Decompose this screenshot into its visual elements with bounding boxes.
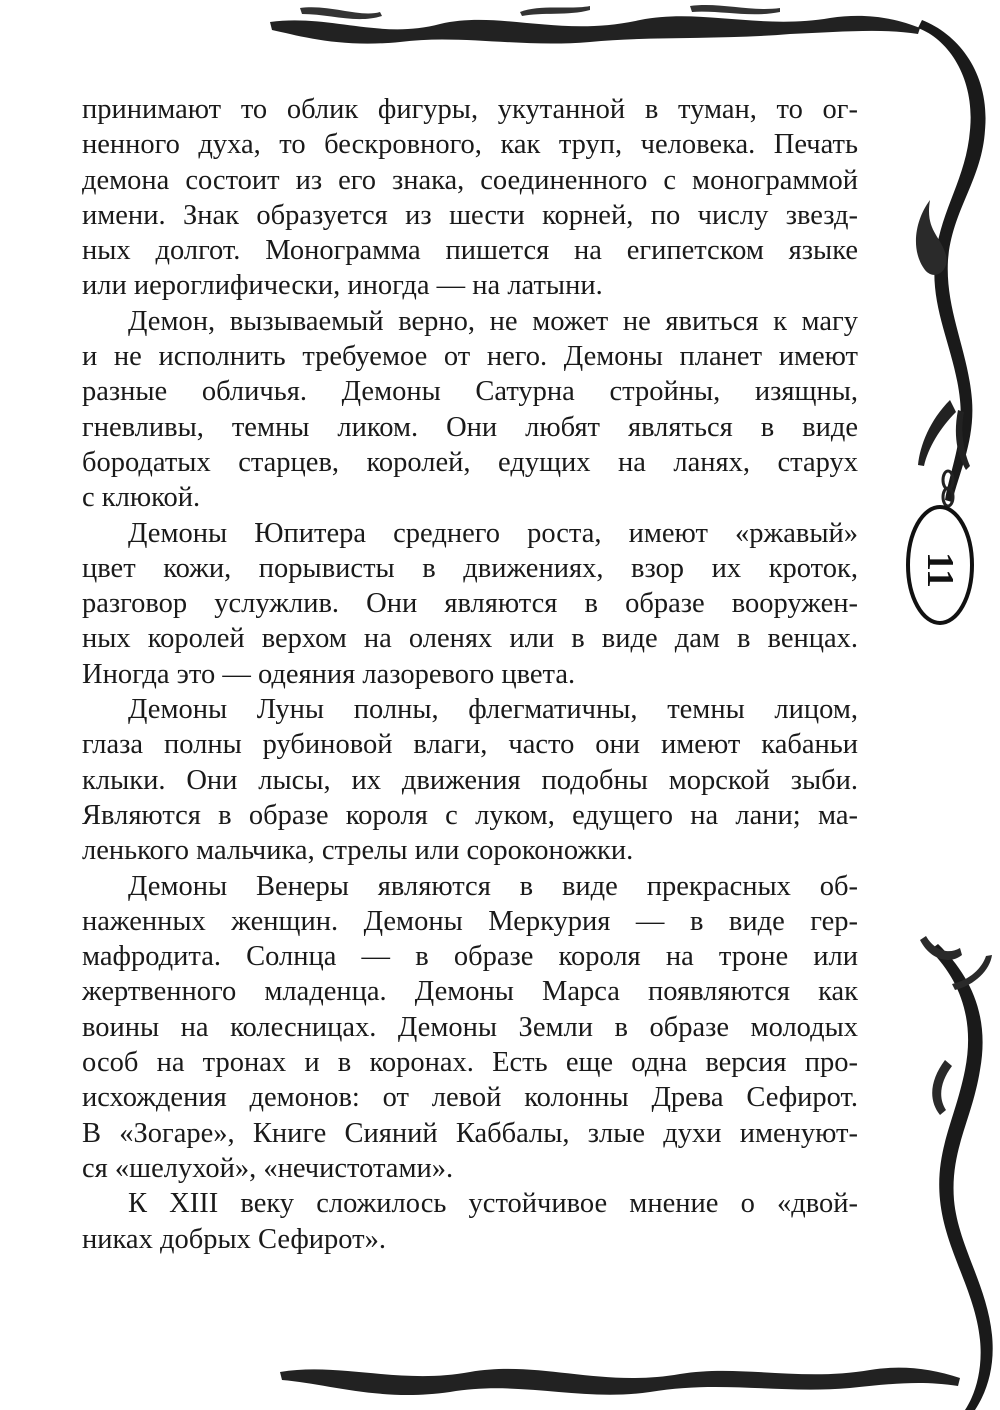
text-line: наженных женщин. Демоны Меркурия — в виде гер- [82,905,858,937]
text-line: разговор услужлив. Они являются в образе вооружен- [82,588,858,620]
bottom-brush-stroke [280,1368,960,1395]
paragraph [82,869,858,1187]
text-line: К XIII веку сложилось устойчивое мнение о «двой- [128,1188,858,1220]
text-line: бородатых старцев, королей, едущих на ланях, старух [82,446,858,478]
top-brush-detail [300,5,780,19]
text-line: и не исполнить требуемое от него. Демоны планет имеют [82,341,858,373]
paragraph [82,692,858,868]
text-line: никах добрых Сефирот». [82,1223,386,1255]
text-line: В «Зогаре», Книге Сияний Каббалы, злые духи именуют- [82,1117,858,1149]
paragraph [82,1186,858,1257]
text-line: демона состоит из его знака, соединенного с монограммой [82,164,858,196]
text-line: мафродита. Солнца — в образе короля на троне или [82,941,858,973]
text-line: Демоны Юпитера среднего роста, имеют «ржавый» [128,517,858,549]
top-brush-stroke [270,16,920,44]
text-line: гневливы, темны ликом. Они любят являться в виде [82,411,858,443]
text-line: особ на тронах и в коронах. Есть еще одна версия про- [82,1047,858,1079]
text-line: клыки. Они лысы, их движения подобны морской зыби. [82,764,858,796]
text-line: исхождения демонов: от левой колонны Древа Сефирот. [82,1082,858,1114]
text-line: глаза полны рубиновой влаги, часто они имеют кабаньи [82,729,858,761]
page-number [910,520,970,620]
text-line: ных королей верхом на оленях или в виде дам в венцах. [82,623,858,655]
text-line: принимают то облик фигуры, укутанной в туман, то ог- [82,94,858,125]
paragraph [82,304,858,516]
text-line: Являются в образе короля с луком, едущего на лани; ма- [82,799,858,831]
text-line: ленького мальчика, стрелы или сороконожки. [82,835,634,867]
paragraph [82,92,858,304]
text-line: Демон, вызываемый верно, не может не явиться к магу [128,305,858,337]
text-line: или иероглифически, иногда — на латыни. [82,270,603,302]
text-line: Демоны Луны полны, флегматичны, темны лицом, [128,694,858,726]
text-line: Иногда это — одеяния лазоревого цвета. [82,658,576,690]
text-line: разные обличья. Демоны Сатурна стройны, изящны, [82,376,858,408]
text-line: жертвенного младенца. Демоны Марса появляются как [82,976,858,1008]
text-line: ся «шелухой», «нечистотами». [82,1152,454,1184]
text-line: ненного духа, то бескровного, как труп, человека. Печать [82,129,858,161]
text-line: ных долгот. Монограмма пишется на египетском языке [82,235,858,267]
text-line: цвет кожи, порывисты в движениях, взор их кроток, [82,552,858,584]
text-line: с клюкой. [82,482,201,514]
text-line: воины на колесницах. Демоны Земли в образе молодых [82,1011,858,1043]
right-vine-lower [930,944,993,1410]
body-text [82,92,858,1257]
paragraph [82,516,858,692]
text-line: Демоны Венеры являются в виде прекрасных об- [128,870,858,902]
page-number-label: 11 [919,552,961,588]
text-line: имени. Знак образуется из шести корней, по числу звезд- [82,199,858,231]
